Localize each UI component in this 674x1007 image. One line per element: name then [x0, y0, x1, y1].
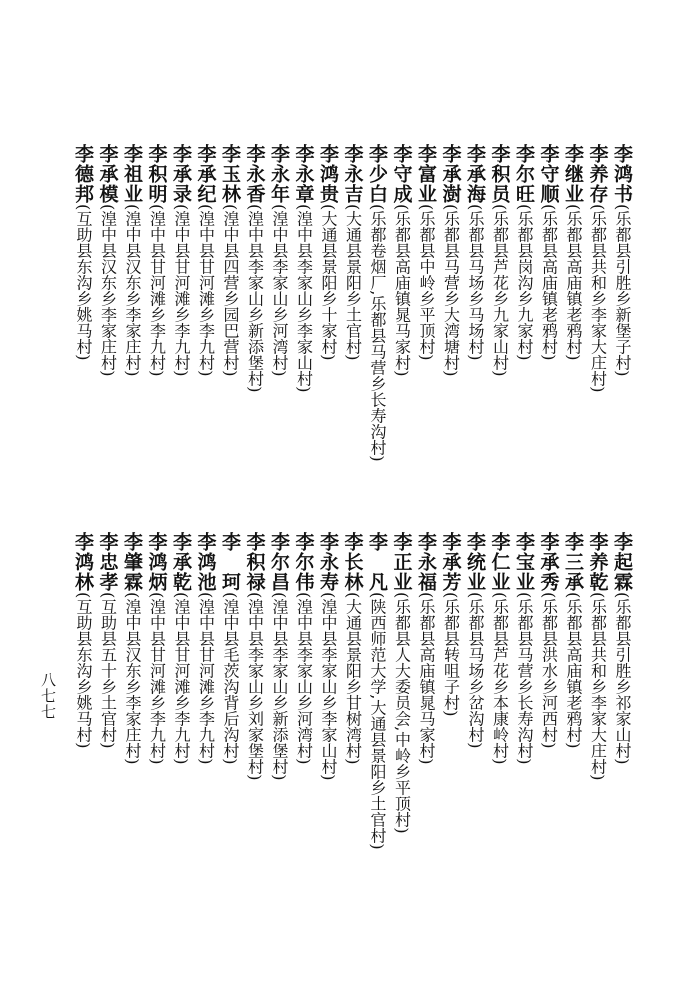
person-address-note: (互助县五十乡土官村) [98, 592, 118, 749]
person-name: 李尔昌 [268, 532, 290, 592]
person-name: 李积明 [145, 144, 168, 204]
person-address-note: (湟中县甘河滩乡李九村) [172, 204, 191, 377]
list-entry [463, 532, 488, 872]
person-address-note: (湟中县李家山乡李家山村) [319, 592, 338, 781]
person-name: 李忠孝 [96, 532, 119, 592]
person-name: 李富业 [415, 144, 437, 204]
person-name: 李承秀 [537, 532, 560, 592]
list-entry [267, 532, 292, 872]
person-address-note: (乐都县高庙镇老鸦村) [564, 204, 583, 361]
person-address-note: (湟中县李家山乡刘家堡村) [245, 592, 265, 781]
person-name: 李永年 [268, 144, 290, 204]
list-entry [389, 144, 414, 484]
person-name: 李鸿炳 [145, 532, 168, 592]
person-address-note: (湟中县汉东乡李家庄村) [98, 204, 118, 377]
person-address-note: (乐都县高庙镇晁马家村) [392, 204, 412, 377]
person-name: 李永章 [292, 144, 315, 204]
person-name: 李承乾 [170, 532, 192, 592]
person-name: 李鸿池 [194, 532, 217, 592]
person-address-note: (湟中县李家山乡新添堡村) [270, 592, 289, 781]
person-name: 李养乾 [586, 532, 609, 592]
person-name: 李养存 [586, 144, 609, 204]
list-entry [414, 144, 439, 484]
person-address-note: (乐都县中岭乡平顶村) [417, 204, 436, 361]
person-address-note: (湟中县李家山乡河湾村) [294, 592, 314, 765]
person-name: 李承模 [96, 144, 119, 204]
person-address-note: (乐都县岗沟乡九家村) [515, 204, 534, 361]
person-name: 李承澍 [439, 144, 462, 204]
list-entry [438, 532, 463, 872]
list-entry [365, 144, 390, 484]
person-name: 李继业 [562, 144, 584, 204]
person-address-note: (乐都县洪水乡河西村) [539, 592, 559, 749]
person-address-note: (乐都卷烟厂,乐都县马营乡长寿沟村) [368, 204, 387, 462]
person-name: 李承纪 [194, 144, 217, 204]
person-address-note: (乐都县高庙镇晁马家村) [417, 592, 436, 765]
person-name: 李永福 [415, 532, 437, 592]
person-address-note: (湟中县汉东乡李家庄村) [123, 204, 142, 377]
person-address-note: (湟中县甘河滩乡李九村) [196, 592, 216, 765]
person-address-note: (乐都县高庙镇老鸦村) [539, 204, 559, 361]
person-address-note: (乐都县马场乡岔沟村) [466, 592, 485, 749]
person-name: 李承芳 [439, 532, 462, 592]
list-entry [218, 144, 243, 484]
person-address-note: (乐都县马营乡长寿沟村) [515, 592, 534, 765]
person-name: 李承录 [170, 144, 192, 204]
person-address-note: (乐都县芦花乡本康岭村) [490, 592, 510, 765]
name-list-bottom [71, 532, 635, 872]
person-name: 李守顺 [537, 144, 560, 204]
person-name: 李鸿贵 [317, 144, 339, 204]
person-name: 李永吉 [341, 144, 364, 204]
person-name: 李尔旺 [513, 144, 535, 204]
list-entry [463, 144, 488, 484]
person-name: 李正业 [390, 532, 413, 592]
person-address-note: (陕西师范大学,大通县景阳乡土官村) [368, 592, 387, 850]
person-name: 李三承 [562, 532, 584, 592]
list-entry [169, 532, 194, 872]
person-address-note: (乐都县马营乡大湾塘村) [441, 204, 461, 377]
person-address-note: (乐都县马场乡马场村) [466, 204, 485, 361]
list-entry [144, 532, 169, 872]
person-name: 李尔伟 [292, 532, 315, 592]
list-entry [389, 532, 414, 872]
person-address-note: (湟中县甘河滩乡李九村) [147, 592, 167, 765]
list-entry [487, 144, 512, 484]
list-entry [193, 532, 218, 872]
list-entry [585, 532, 610, 872]
list-entry [316, 144, 341, 484]
person-name: 李起霖 [611, 532, 633, 592]
person-name: 李永香 [243, 144, 266, 204]
list-entry [120, 144, 145, 484]
list-entry [242, 532, 267, 872]
list-entry [340, 144, 365, 484]
person-name: 李积员 [488, 144, 511, 204]
person-address-note: (乐都县人大委员会,中岭乡平顶村) [392, 592, 412, 834]
list-entry [71, 532, 96, 872]
list-entry [267, 144, 292, 484]
person-name: 李守成 [390, 144, 413, 204]
person-address-note: (乐都县转咀子村) [441, 592, 461, 717]
person-address-note: (互助县东沟乡姚马村) [74, 592, 93, 749]
person-address-note: (乐都县芦花乡九家山村) [490, 204, 510, 377]
list-entry [536, 144, 561, 484]
person-address-note: (乐都县引胜乡新堡子村) [613, 204, 632, 377]
person-address-note: (互助县东沟乡姚马村) [74, 204, 93, 361]
list-entry [512, 532, 537, 872]
list-entry [610, 144, 635, 484]
list-entry [95, 532, 120, 872]
list-entry [561, 532, 586, 872]
person-address-note: (湟中县李家山乡河湾村) [270, 204, 289, 377]
person-address-note: (乐都县共和乡李家大庄村) [588, 204, 608, 393]
list-entry [438, 144, 463, 484]
list-entry [144, 144, 169, 484]
list-entry [536, 532, 561, 872]
person-name: 李仁业 [488, 532, 511, 592]
person-name: 李积禄 [243, 532, 266, 592]
list-entry [610, 532, 635, 872]
list-entry [512, 144, 537, 484]
list-entry [340, 532, 365, 872]
person-address-note: (大通县景阳乡土官村) [343, 204, 363, 361]
page-number: 八七七 [39, 672, 57, 720]
person-name: 李永寿 [317, 532, 339, 592]
person-address-note: (湟中县四营乡园巴营村) [221, 204, 240, 377]
list-entry [242, 144, 267, 484]
person-name: 李鸿林 [72, 532, 94, 592]
person-address-note: (大通县景阳乡甘树湾村) [343, 592, 363, 765]
person-name: 李统业 [464, 532, 486, 592]
list-entry [365, 532, 390, 872]
list-entry [218, 532, 243, 872]
list-entry [95, 144, 120, 484]
person-address-note: (湟中县甘河滩乡李九村) [147, 204, 167, 377]
list-entry [585, 144, 610, 484]
person-name: 李祖业 [121, 144, 143, 204]
person-address-note: (湟中县李家山乡李家山村) [294, 204, 314, 393]
person-name: 李鸿书 [611, 144, 633, 204]
person-address-note: (湟中县毛茨沟背后沟村) [221, 592, 240, 765]
name-list-top [71, 144, 635, 484]
person-name: 李德邦 [72, 144, 94, 204]
person-address-note: (大通县景阳乡十家村) [319, 204, 338, 361]
person-address-note: (乐都县共和乡李家大庄村) [588, 592, 608, 781]
person-name: 李长林 [341, 532, 364, 592]
person-name: 李承海 [464, 144, 486, 204]
list-entry [291, 532, 316, 872]
person-name: 李 珂 [219, 532, 241, 592]
person-address-note: (乐都县引胜乡祁家山村) [613, 592, 632, 765]
person-name: 李少白 [366, 144, 388, 204]
list-entry [316, 532, 341, 872]
person-address-note: (湟中县甘河滩乡李九村) [172, 592, 191, 765]
list-entry [487, 532, 512, 872]
list-entry [71, 144, 96, 484]
person-name: 李肇霖 [121, 532, 143, 592]
person-address-note: (湟中县汉东乡李家庄村) [123, 592, 142, 765]
list-entry [193, 144, 218, 484]
list-entry [561, 144, 586, 484]
list-entry [414, 532, 439, 872]
person-address-note: (湟中县李家山乡新添堡村) [245, 204, 265, 393]
person-address-note: (乐都县高庙镇老鸦村) [564, 592, 583, 749]
person-name: 李宝业 [513, 532, 535, 592]
person-name: 李玉林 [219, 144, 241, 204]
person-address-note: (湟中县甘河滩乡李九村) [196, 204, 216, 377]
person-name: 李 凡 [366, 532, 388, 592]
list-entry [120, 532, 145, 872]
list-entry [169, 144, 194, 484]
list-entry [291, 144, 316, 484]
